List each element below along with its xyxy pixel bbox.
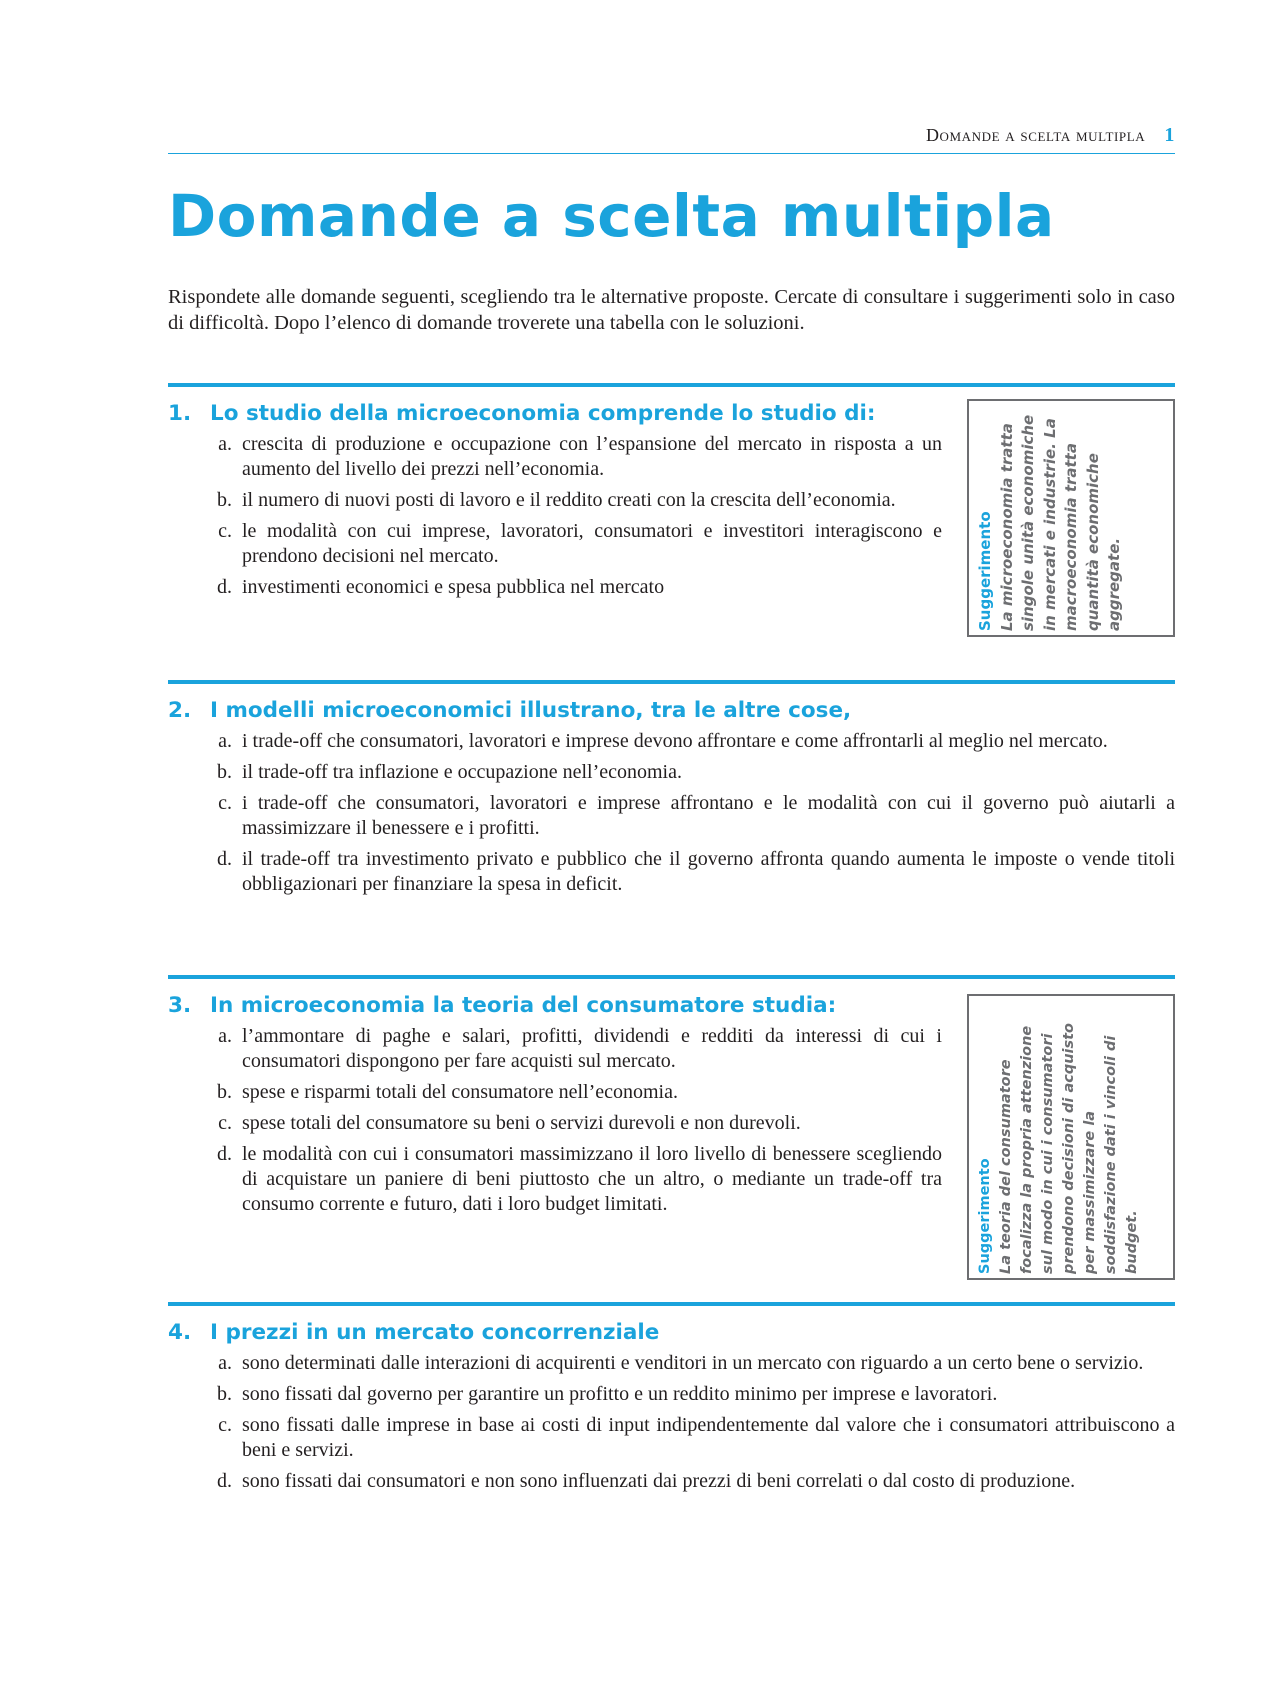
hint-content [969, 401, 1175, 637]
question-title [168, 993, 942, 1018]
page-number: 1 [1164, 124, 1175, 146]
option-text: le modalità con cui imprese, lavoratori, consumatori e investitori interagiscono e prendono decisioni nel mercato. [242, 520, 942, 567]
option-letter: c. [218, 1414, 232, 1436]
option-c[interactable] [168, 519, 942, 569]
option-text: spese totali del consumatore su beni o servizi durevoli e non durevoli. [242, 1112, 801, 1134]
option-letter: d. [217, 1143, 232, 1165]
option-b[interactable] [168, 1382, 1175, 1407]
running-head [168, 124, 1175, 154]
option-b[interactable] [168, 1080, 942, 1105]
question-body [168, 401, 942, 600]
question-number: 3. [168, 993, 192, 1018]
question-title [168, 698, 1175, 723]
option-d[interactable] [168, 847, 1175, 897]
page-title: Domande a scelta multipla [168, 182, 1055, 250]
question-title [168, 401, 942, 426]
option-a[interactable] [168, 432, 942, 482]
question-text: Lo studio della microeconomia comprende lo studio di: [210, 401, 876, 426]
option-text: sono fissati dalle imprese in base ai costi di input indipendentemente dal valore che i consumatori attribuiscono a beni e servizi. [242, 1414, 1175, 1461]
option-text: sono determinati dalle interazioni di acquirenti e venditori in un mercato con riguardo a un certo bene o servizio. [242, 1352, 1144, 1374]
hint-box-1 [967, 399, 1175, 637]
question-number: 1. [168, 401, 192, 426]
option-letter: c. [218, 1112, 232, 1134]
option-letter: d. [217, 1470, 232, 1492]
question-2 [168, 680, 1175, 903]
hint-content [969, 996, 1175, 1280]
option-letter: a. [218, 1352, 232, 1374]
hint-label: Suggerimento [977, 1158, 993, 1274]
option-text: i trade-off che consumatori, lavoratori e imprese affrontano e le modalità con cui il governo può aiutarli a massimizzare il benessere e i profitti. [242, 792, 1175, 839]
running-head-title: Domande a scelta multipla [925, 125, 1146, 145]
question-text: I prezzi in un mercato concorrenziale [210, 1320, 660, 1345]
question-body [168, 993, 942, 1217]
options-list [168, 1024, 942, 1217]
option-c[interactable] [168, 1111, 942, 1136]
question-text: I modelli microeconomici illustrano, tra le altre cose, [210, 698, 852, 723]
option-d[interactable] [168, 575, 942, 600]
option-letter: b. [217, 761, 232, 783]
option-b[interactable] [168, 488, 942, 513]
question-number: 4. [168, 1320, 192, 1345]
option-text: il numero di nuovi posti di lavoro e il reddito creati con la crescita dell’economia. [242, 489, 896, 511]
option-text: investimenti economici e spesa pubblica nel mercato [242, 576, 665, 598]
option-d[interactable] [168, 1469, 1175, 1494]
option-text: i trade-off che consumatori, lavoratori e imprese devono affrontare e come affrontarli al meglio nel mercato. [242, 730, 1108, 752]
option-letter: b. [217, 1383, 232, 1405]
question-text: In microeconomia la teoria del consumatore studia: [210, 993, 837, 1018]
option-letter: c. [218, 520, 232, 542]
option-letter: a. [218, 730, 232, 752]
options-list [168, 1351, 1175, 1494]
question-title [168, 1320, 1175, 1345]
options-list [168, 729, 1175, 897]
option-c[interactable] [168, 1413, 1175, 1463]
hint-text: La microeconomia tratta singole unità economiche in mercati e industrie. La macroeconomia tratta quantità economiche aggregate. [997, 414, 1123, 631]
option-text: il trade-off tra inflazione e occupazione nell’economia. [242, 761, 682, 783]
option-letter: b. [217, 489, 232, 511]
option-letter: d. [217, 576, 232, 598]
option-b[interactable] [168, 760, 1175, 785]
option-letter: d. [217, 848, 232, 870]
option-letter: a. [218, 1025, 232, 1047]
intro-paragraph: Rispondete alle domande seguenti, scegliendo tra le alternative proposte. Cercate di consultare i suggerimenti solo in caso di difficoltà. Dopo l’elenco di domande troverete una tabella con le soluzioni. [168, 286, 1175, 334]
option-c[interactable] [168, 791, 1175, 841]
hint-box-3 [967, 994, 1175, 1280]
option-a[interactable] [168, 1351, 1175, 1376]
option-text: crescita di produzione e occupazione con l’espansione del mercato in risposta a un aumento del livello dei prezzi nell’economia. [242, 433, 942, 480]
option-letter: c. [218, 792, 232, 814]
options-list [168, 432, 942, 600]
option-text: il trade-off tra investimento privato e pubblico che il governo affronta quando aumenta le imposte o vende titoli obbligazionari per finanziare la spesa in deficit. [242, 848, 1175, 895]
option-a[interactable] [168, 729, 1175, 754]
option-letter: a. [218, 433, 232, 455]
question-number: 2. [168, 698, 192, 723]
option-a[interactable] [168, 1024, 942, 1074]
question-4 [168, 1302, 1175, 1500]
option-letter: b. [217, 1081, 232, 1103]
option-text: le modalità con cui i consumatori massimizzano il loro livello di benessere scegliendo di acquistare un paniere di beni piuttosto che un altro, o mediante un trade-off tra consumo corrente e futuro, dati i loro budget limitati. [242, 1143, 942, 1215]
question-body [168, 698, 1175, 897]
option-text: l’ammontare di paghe e salari, profitti, dividendi e redditi da interessi di cui i consumatori dispongono per fare acquisti sul mercato. [242, 1025, 942, 1072]
option-text: spese e risparmi totali del consumatore nell’economia. [242, 1081, 678, 1103]
question-body [168, 1320, 1175, 1494]
option-text: sono fissati dal governo per garantire un profitto e un reddito minimo per imprese e lavoratori. [242, 1383, 998, 1405]
option-text: sono fissati dai consumatori e non sono influenzati dai prezzi di beni correlati o dal costo di produzione. [242, 1470, 1076, 1492]
hint-label: Suggerimento [976, 511, 994, 631]
hint-text: La teoria del consumatore focalizza la propria attenzione sul modo in cui i consumatori prendono decisioni di acquisto per massimizzare la soddisfazione dati i vincoli di budget. [998, 1022, 1140, 1274]
option-d[interactable] [168, 1142, 942, 1217]
